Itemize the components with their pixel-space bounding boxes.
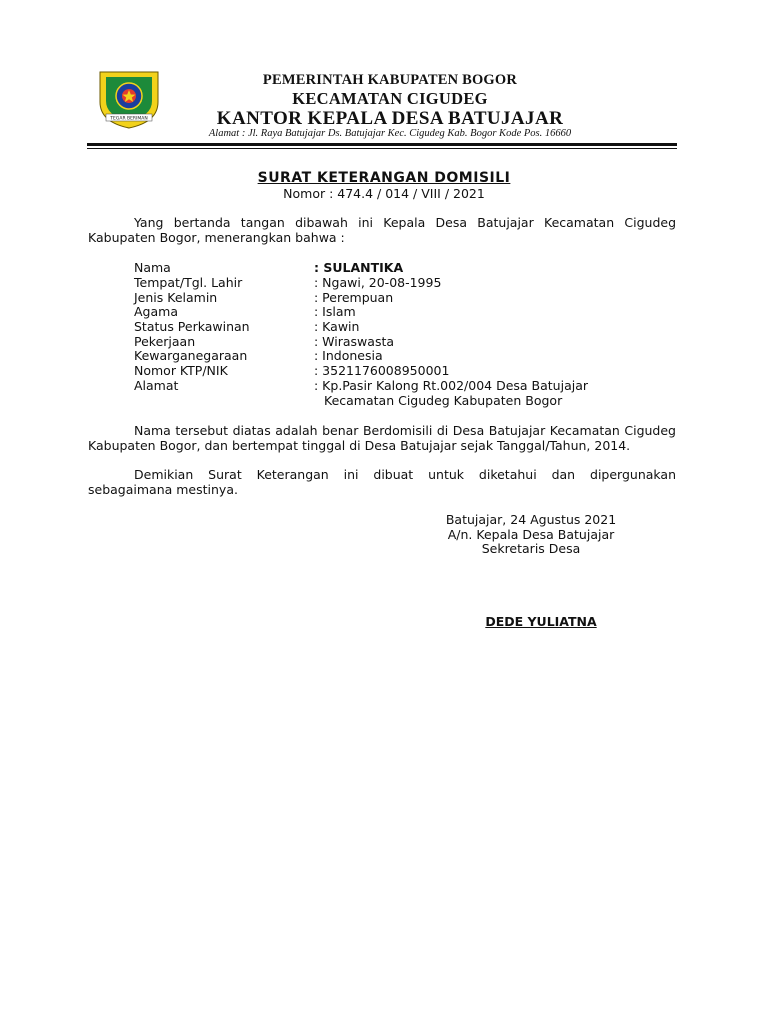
regency-logo xyxy=(96,66,162,130)
field-label: Tempat/Tgl. Lahir xyxy=(134,275,243,290)
logo-motto: TEGAR BERIMAN xyxy=(110,116,148,122)
body-paragraph-1 xyxy=(88,423,676,453)
body-paragraph-2 xyxy=(88,467,676,497)
field-label: Status Perkawinan xyxy=(134,319,250,334)
field-value: : Kp.Pasir Kalong Rt.002/004 Desa Batujajar xyxy=(314,378,588,393)
signature-name: DEDE YULIATNA xyxy=(485,614,597,629)
letterhead-address: Alamat : Jl. Raya Batujajar Ds. Batujajar Kec. Cigudeg Kab. Bogor Kode Pos. 16660 xyxy=(208,128,572,139)
letterhead-rule-thick xyxy=(87,143,677,146)
document-title-wrap xyxy=(0,170,768,186)
field-value: : Perempuan xyxy=(314,290,394,305)
field-value: : Kawin xyxy=(314,319,360,334)
field-label: Pekerjaan xyxy=(134,334,196,349)
field-label: Nama xyxy=(134,260,171,275)
signature-on-behalf: A/n. Kepala Desa Batujajar xyxy=(447,527,615,542)
body-text-2: Demikian Surat Keterangan ini dibuat untuk diketahui dan dipergunakan sebagaimana mestinya. xyxy=(88,467,676,497)
field-value: : Wiraswasta xyxy=(314,334,395,349)
signature-position: Sekretaris Desa xyxy=(481,541,581,556)
signature-place-date: Batujajar, 24 Agustus 2021 xyxy=(445,512,617,527)
field-row-occupation xyxy=(134,334,394,349)
field-value: : Islam xyxy=(314,304,356,319)
intro-text: Yang bertanda tangan dibawah ini Kepala Desa Batujajar Kecamatan Cigudeg Kabupaten Bogor, menerangkan bahwa : xyxy=(88,215,676,245)
field-label: Alamat xyxy=(134,378,179,393)
field-value: : 3521176008950001 xyxy=(314,363,450,378)
field-value: : SULANTIKA xyxy=(314,260,404,275)
field-row-gender xyxy=(134,290,393,305)
field-label: Jenis Kelamin xyxy=(134,290,218,305)
letterhead-office: KANTOR KEPALA DESA BATUJAJAR xyxy=(216,108,564,129)
intro-paragraph xyxy=(88,215,676,245)
letterhead-rule-thin xyxy=(87,148,677,149)
field-label: Agama xyxy=(134,304,178,319)
letterhead-government: PEMERINTAH KABUPATEN BOGOR xyxy=(262,72,518,88)
field-row-address xyxy=(134,378,588,393)
field-value: : Indonesia xyxy=(314,348,383,363)
field-address-continuation: Kecamatan Cigudeg Kabupaten Bogor xyxy=(324,393,563,408)
body-text-1: Nama tersebut diatas adalah benar Berdomisili di Desa Batujajar Kecamatan Cigudeg Kabupaten Bogor, dan bertempat tinggal di Desa Batujajar sejak Tanggal/Tahun, 2014. xyxy=(88,423,676,453)
document-number: Nomor : 474.4 / 014 / VIII / 2021 xyxy=(283,186,485,201)
field-row-name xyxy=(134,260,403,275)
field-row-religion xyxy=(134,304,356,319)
field-label: Nomor KTP/NIK xyxy=(134,363,228,378)
field-value: : Ngawi, 20-08-1995 xyxy=(314,275,442,290)
field-row-nik xyxy=(134,363,449,378)
document-title: SURAT KETERANGAN DOMISILI xyxy=(257,170,511,186)
field-row-marital xyxy=(134,319,359,334)
field-row-citizenship xyxy=(134,348,383,363)
field-label: Kewarganegaraan xyxy=(134,348,248,363)
letterhead-district: KECAMATAN CIGUDEG xyxy=(292,89,488,108)
field-row-birth xyxy=(134,275,441,290)
